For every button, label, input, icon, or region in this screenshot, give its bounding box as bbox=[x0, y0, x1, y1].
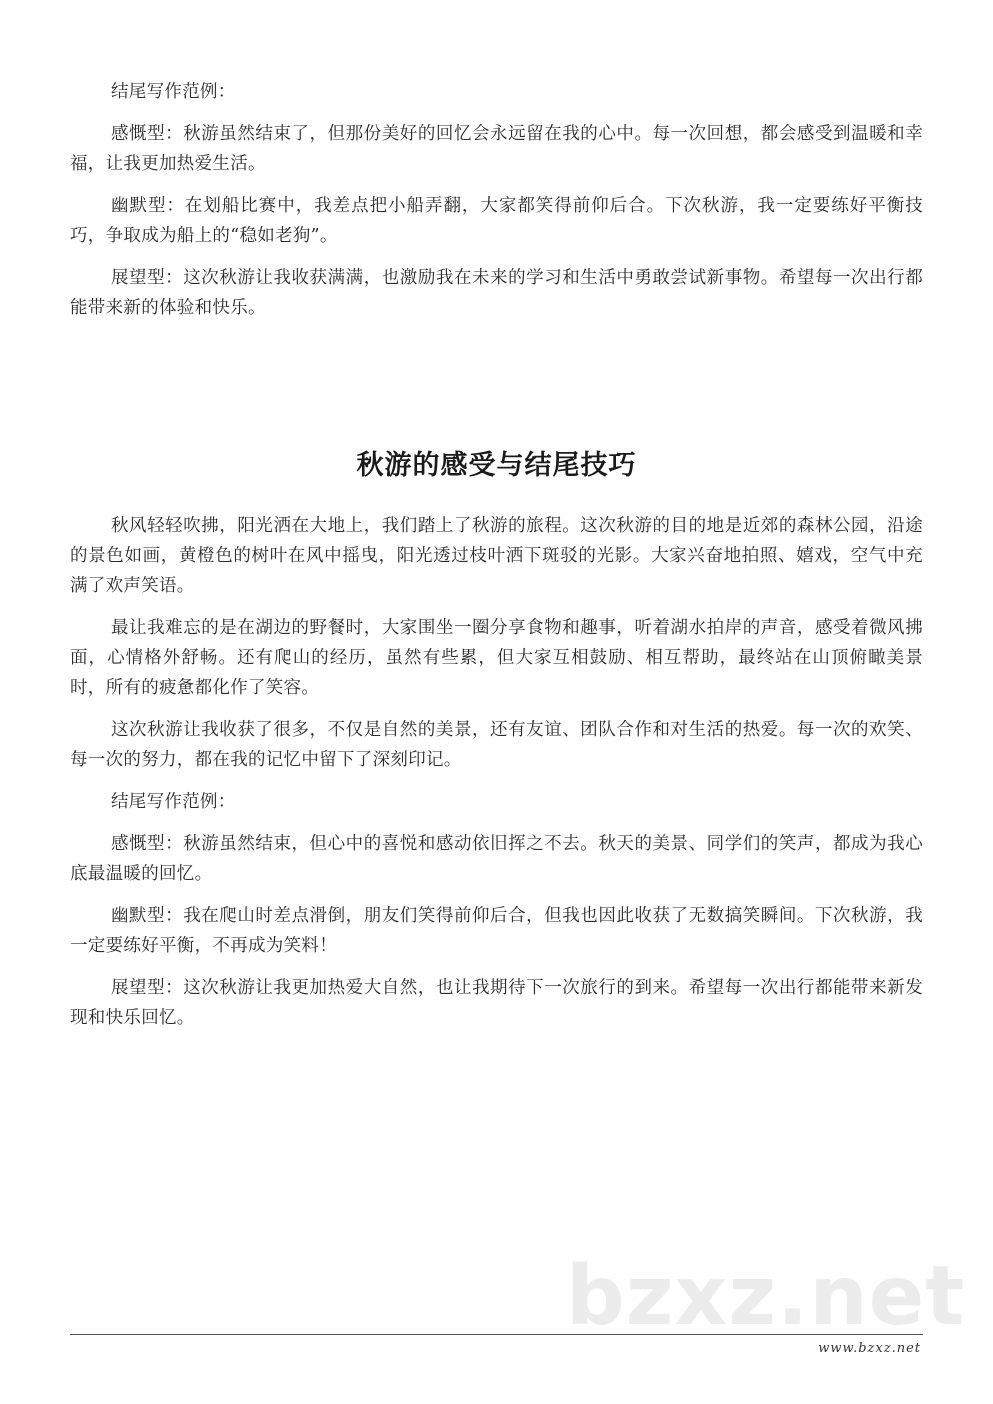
examples-heading-top: 结尾写作范例： bbox=[111, 82, 236, 102]
example-humorous-top: 幽默型：在划船比赛中，我差点把小船弄翻，大家都笑得前仰后合。下次秋游，我一定要练好平衡技巧，争取成为船上的“稳如老狗”。 bbox=[70, 196, 923, 246]
watermark-logo: bzxz.net bbox=[566, 1249, 966, 1344]
examples-heading: 结尾写作范例： bbox=[111, 792, 236, 812]
article-body bbox=[70, 511, 923, 1045]
example-emotional-top: 感慨型：秋游虽然结束了，但那份美好的回忆会永远留在我的心中。每一次回想，都会感受到温暖和幸福，让我更加热爱生活。 bbox=[70, 124, 923, 174]
article-title: 秋游的感受与结尾技巧 bbox=[356, 450, 637, 481]
example-outlook: 展望型：这次秋游让我更加热爱大自然，也让我期待下一次旅行的到来。希望每一次出行都能带来新发现和快乐回忆。 bbox=[70, 978, 923, 1028]
article-paragraph: 秋风轻轻吹拂，阳光洒在大地上，我们踏上了秋游的旅程。这次秋游的目的地是近郊的森林公园，沿途的景色如画，黄橙色的树叶在风中摇曳，阳光透过枝叶洒下斑驳的光影。大家兴奋地拍照、嬉戏，空气中充满了欢声笑语。 bbox=[70, 516, 923, 596]
example-emotional: 感慨型：秋游虽然结束，但心中的喜悦和感动依旧挥之不去。秋天的美景、同学们的笑声，都成为我心底最温暖的回忆。 bbox=[70, 834, 923, 884]
footer-url[interactable]: www.bzxz.net bbox=[818, 1341, 921, 1356]
example-outlook-top: 展望型：这次秋游让我收获满满，也激励我在未来的学习和生活中勇敢尝试新事物。希望每一次出行都能带来新的体验和快乐。 bbox=[70, 268, 923, 318]
article-paragraph: 最让我难忘的是在湖边的野餐时，大家围坐一圈分享食物和趣事，听着湖水拍岸的声音，感受着微风拂面，心情格外舒畅。还有爬山的经历，虽然有些累，但大家互相鼓励、相互帮助，最终站在山顶俯瞰美景时，所有的疲惫都化作了笑容。 bbox=[70, 618, 923, 698]
article-paragraph: 这次秋游让我收获了很多，不仅是自然的美景，还有友谊、团队合作和对生活的热爱。每一次的欢笑、每一次的努力，都在我的记忆中留下了深刻印记。 bbox=[70, 720, 923, 770]
top-section bbox=[70, 77, 923, 335]
footer-divider bbox=[70, 1334, 923, 1335]
example-humorous: 幽默型：我在爬山时差点滑倒，朋友们笑得前仰后合，但我也因此收获了无数搞笑瞬间。下次秋游，我一定要练好平衡，不再成为笑料！ bbox=[70, 906, 923, 956]
